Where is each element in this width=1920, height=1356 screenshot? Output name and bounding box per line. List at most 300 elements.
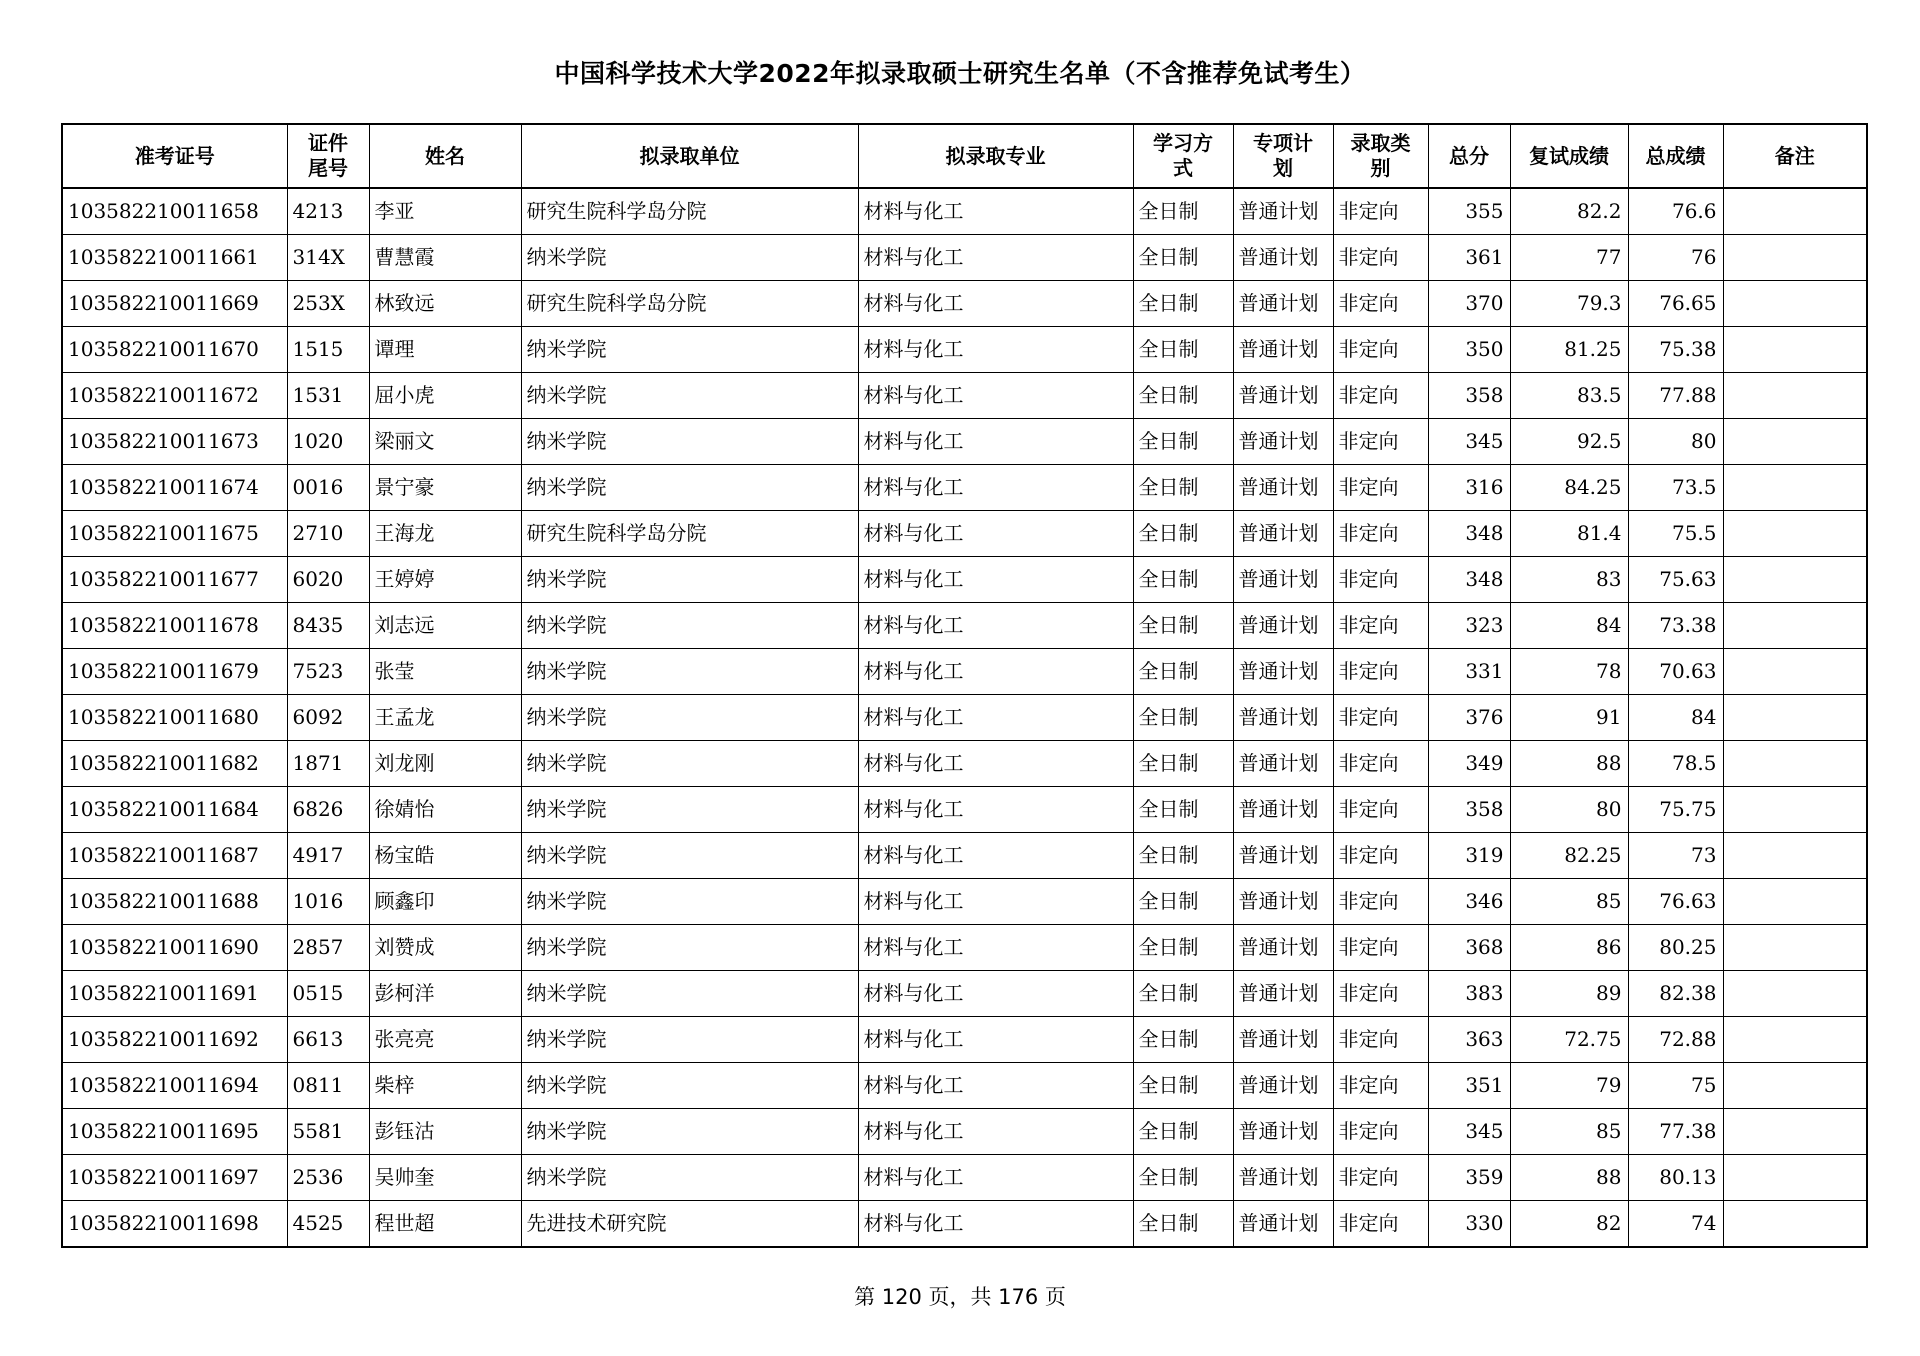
cell-name: 林致远: [369, 281, 521, 327]
cell-major: 材料与化工: [858, 188, 1133, 235]
cell-name: 李亚: [369, 188, 521, 235]
cell-total: 376: [1428, 695, 1510, 741]
table-row: [62, 741, 1867, 787]
cell-name: 梁丽文: [369, 419, 521, 465]
cell-name: 柴梓: [369, 1063, 521, 1109]
cell-final: 76.65: [1628, 281, 1723, 327]
cell-study-mode: 全日制: [1133, 649, 1233, 695]
cell-plan: 普通计划: [1233, 1063, 1333, 1109]
cell-id-tail: 1020: [287, 419, 369, 465]
cell-remark: [1723, 419, 1867, 465]
cell-id-tail: 6092: [287, 695, 369, 741]
cell-study-mode: 全日制: [1133, 695, 1233, 741]
cell-plan: 普通计划: [1233, 373, 1333, 419]
cell-study-mode: 全日制: [1133, 1017, 1233, 1063]
cell-exam-no: 103582210011670: [62, 327, 287, 373]
cell-total: 345: [1428, 419, 1510, 465]
admission-table: [61, 123, 1868, 1248]
cell-plan: 普通计划: [1233, 695, 1333, 741]
cell-remark: [1723, 787, 1867, 833]
cell-retest: 88: [1510, 1155, 1628, 1201]
table-row: [62, 1155, 1867, 1201]
cell-final: 72.88: [1628, 1017, 1723, 1063]
cell-remark: [1723, 833, 1867, 879]
cell-remark: [1723, 1109, 1867, 1155]
cell-id-tail: 5581: [287, 1109, 369, 1155]
cell-study-mode: 全日制: [1133, 327, 1233, 373]
cell-exam-no: 103582210011677: [62, 557, 287, 603]
cell-exam-no: 103582210011684: [62, 787, 287, 833]
cell-remark: [1723, 649, 1867, 695]
cell-study-mode: 全日制: [1133, 465, 1233, 511]
cell-total: 330: [1428, 1201, 1510, 1248]
column-header-id-tail: 证件尾号: [287, 124, 369, 188]
cell-category: 非定向: [1333, 695, 1428, 741]
cell-study-mode: 全日制: [1133, 787, 1233, 833]
cell-final: 75.75: [1628, 787, 1723, 833]
cell-plan: 普通计划: [1233, 787, 1333, 833]
cell-exam-no: 103582210011658: [62, 188, 287, 235]
cell-unit: 纳米学院: [521, 235, 858, 281]
cell-category: 非定向: [1333, 649, 1428, 695]
cell-category: 非定向: [1333, 971, 1428, 1017]
cell-remark: [1723, 465, 1867, 511]
cell-study-mode: 全日制: [1133, 557, 1233, 603]
page-footer: 第 120 页，共 176 页: [854, 1285, 1066, 1309]
cell-name: 彭钰沽: [369, 1109, 521, 1155]
cell-major: 材料与化工: [858, 557, 1133, 603]
cell-final: 70.63: [1628, 649, 1723, 695]
cell-major: 材料与化工: [858, 511, 1133, 557]
cell-study-mode: 全日制: [1133, 235, 1233, 281]
cell-retest: 72.75: [1510, 1017, 1628, 1063]
cell-name: 徐婧怡: [369, 787, 521, 833]
cell-remark: [1723, 281, 1867, 327]
cell-total: 370: [1428, 281, 1510, 327]
cell-major: 材料与化工: [858, 695, 1133, 741]
table-row: [62, 787, 1867, 833]
cell-total: 363: [1428, 1017, 1510, 1063]
cell-exam-no: 103582210011688: [62, 879, 287, 925]
column-header-major: 拟录取专业: [858, 124, 1133, 188]
cell-exam-no: 103582210011682: [62, 741, 287, 787]
cell-study-mode: 全日制: [1133, 1063, 1233, 1109]
cell-name: 屈小虎: [369, 373, 521, 419]
cell-major: 材料与化工: [858, 1201, 1133, 1248]
cell-category: 非定向: [1333, 557, 1428, 603]
cell-total: 345: [1428, 1109, 1510, 1155]
cell-id-tail: 6613: [287, 1017, 369, 1063]
cell-unit: 纳米学院: [521, 649, 858, 695]
cell-name: 刘志远: [369, 603, 521, 649]
cell-major: 材料与化工: [858, 649, 1133, 695]
cell-final: 76.63: [1628, 879, 1723, 925]
cell-id-tail: 2536: [287, 1155, 369, 1201]
cell-remark: [1723, 511, 1867, 557]
cell-category: 非定向: [1333, 465, 1428, 511]
cell-total: 349: [1428, 741, 1510, 787]
cell-exam-no: 103582210011669: [62, 281, 287, 327]
cell-major: 材料与化工: [858, 1063, 1133, 1109]
cell-plan: 普通计划: [1233, 1201, 1333, 1248]
cell-id-tail: 7523: [287, 649, 369, 695]
cell-major: 材料与化工: [858, 603, 1133, 649]
cell-id-tail: 0515: [287, 971, 369, 1017]
cell-total: 358: [1428, 373, 1510, 419]
cell-final: 76: [1628, 235, 1723, 281]
cell-plan: 普通计划: [1233, 971, 1333, 1017]
cell-final: 75: [1628, 1063, 1723, 1109]
cell-unit: 研究生院科学岛分院: [521, 511, 858, 557]
cell-category: 非定向: [1333, 1109, 1428, 1155]
cell-category: 非定向: [1333, 419, 1428, 465]
table-row: [62, 833, 1867, 879]
cell-exam-no: 103582210011697: [62, 1155, 287, 1201]
cell-total: 348: [1428, 557, 1510, 603]
cell-major: 材料与化工: [858, 281, 1133, 327]
cell-unit: 纳米学院: [521, 1109, 858, 1155]
table-row: [62, 879, 1867, 925]
cell-study-mode: 全日制: [1133, 419, 1233, 465]
cell-unit: 纳米学院: [521, 327, 858, 373]
cell-major: 材料与化工: [858, 971, 1133, 1017]
cell-study-mode: 全日制: [1133, 879, 1233, 925]
cell-exam-no: 103582210011694: [62, 1063, 287, 1109]
cell-unit: 纳米学院: [521, 1155, 858, 1201]
table-row: [62, 327, 1867, 373]
cell-retest: 82: [1510, 1201, 1628, 1248]
cell-id-tail: 0016: [287, 465, 369, 511]
cell-remark: [1723, 327, 1867, 373]
cell-final: 77.88: [1628, 373, 1723, 419]
cell-retest: 80: [1510, 787, 1628, 833]
cell-final: 75.38: [1628, 327, 1723, 373]
cell-exam-no: 103582210011691: [62, 971, 287, 1017]
cell-total: 351: [1428, 1063, 1510, 1109]
cell-retest: 83: [1510, 557, 1628, 603]
cell-category: 非定向: [1333, 1017, 1428, 1063]
cell-remark: [1723, 879, 1867, 925]
cell-final: 84: [1628, 695, 1723, 741]
cell-unit: 纳米学院: [521, 787, 858, 833]
cell-category: 非定向: [1333, 281, 1428, 327]
table-row: [62, 695, 1867, 741]
cell-retest: 85: [1510, 879, 1628, 925]
cell-retest: 85: [1510, 1109, 1628, 1155]
cell-remark: [1723, 1017, 1867, 1063]
cell-retest: 77: [1510, 235, 1628, 281]
cell-unit: 纳米学院: [521, 419, 858, 465]
table-row: [62, 511, 1867, 557]
cell-category: 非定向: [1333, 741, 1428, 787]
table-row: [62, 1109, 1867, 1155]
cell-id-tail: 253X: [287, 281, 369, 327]
table-row: [62, 419, 1867, 465]
cell-final: 75.5: [1628, 511, 1723, 557]
cell-unit: 纳米学院: [521, 879, 858, 925]
cell-name: 顾鑫印: [369, 879, 521, 925]
cell-id-tail: 1871: [287, 741, 369, 787]
cell-major: 材料与化工: [858, 1155, 1133, 1201]
table-body: [62, 188, 1867, 1247]
cell-name: 曹慧霞: [369, 235, 521, 281]
column-header-exam-no: 准考证号: [62, 124, 287, 188]
cell-exam-no: 103582210011661: [62, 235, 287, 281]
cell-exam-no: 103582210011692: [62, 1017, 287, 1063]
table-row: [62, 1201, 1867, 1248]
cell-unit: 纳米学院: [521, 741, 858, 787]
cell-unit: 纳米学院: [521, 557, 858, 603]
cell-remark: [1723, 373, 1867, 419]
cell-id-tail: 1531: [287, 373, 369, 419]
cell-retest: 84: [1510, 603, 1628, 649]
cell-retest: 91: [1510, 695, 1628, 741]
cell-plan: 普通计划: [1233, 925, 1333, 971]
column-header-plan: 专项计划: [1233, 124, 1333, 188]
cell-name: 王婷婷: [369, 557, 521, 603]
table-row: [62, 925, 1867, 971]
cell-study-mode: 全日制: [1133, 833, 1233, 879]
cell-study-mode: 全日制: [1133, 741, 1233, 787]
cell-remark: [1723, 1155, 1867, 1201]
cell-study-mode: 全日制: [1133, 1109, 1233, 1155]
cell-name: 张莹: [369, 649, 521, 695]
cell-plan: 普通计划: [1233, 603, 1333, 649]
page-title: 中国科学技术大学2022年拟录取硕士研究生名单（不含推荐免试考生）: [554, 59, 1366, 88]
cell-study-mode: 全日制: [1133, 511, 1233, 557]
cell-category: 非定向: [1333, 787, 1428, 833]
cell-unit: 纳米学院: [521, 695, 858, 741]
cell-total: 355: [1428, 188, 1510, 235]
cell-major: 材料与化工: [858, 833, 1133, 879]
cell-category: 非定向: [1333, 1063, 1428, 1109]
cell-final: 76.6: [1628, 188, 1723, 235]
cell-study-mode: 全日制: [1133, 971, 1233, 1017]
cell-retest: 92.5: [1510, 419, 1628, 465]
cell-category: 非定向: [1333, 1201, 1428, 1248]
cell-total: 358: [1428, 787, 1510, 833]
column-header-unit: 拟录取单位: [521, 124, 858, 188]
cell-major: 材料与化工: [858, 373, 1133, 419]
table-row: [62, 557, 1867, 603]
cell-unit: 纳米学院: [521, 1017, 858, 1063]
cell-major: 材料与化工: [858, 1109, 1133, 1155]
cell-remark: [1723, 741, 1867, 787]
cell-category: 非定向: [1333, 879, 1428, 925]
cell-plan: 普通计划: [1233, 879, 1333, 925]
cell-name: 彭柯洋: [369, 971, 521, 1017]
cell-major: 材料与化工: [858, 879, 1133, 925]
cell-id-tail: 314X: [287, 235, 369, 281]
cell-exam-no: 103582210011679: [62, 649, 287, 695]
cell-total: 346: [1428, 879, 1510, 925]
cell-plan: 普通计划: [1233, 1017, 1333, 1063]
table-row: [62, 373, 1867, 419]
table-row: [62, 971, 1867, 1017]
cell-plan: 普通计划: [1233, 649, 1333, 695]
cell-major: 材料与化工: [858, 419, 1133, 465]
table-row: [62, 1017, 1867, 1063]
cell-name: 杨宝皓: [369, 833, 521, 879]
cell-plan: 普通计划: [1233, 741, 1333, 787]
cell-id-tail: 4525: [287, 1201, 369, 1248]
cell-unit: 纳米学院: [521, 833, 858, 879]
cell-final: 75.63: [1628, 557, 1723, 603]
cell-final: 73.5: [1628, 465, 1723, 511]
cell-id-tail: 0811: [287, 1063, 369, 1109]
cell-major: 材料与化工: [858, 327, 1133, 373]
cell-major: 材料与化工: [858, 235, 1133, 281]
cell-id-tail: 1016: [287, 879, 369, 925]
cell-plan: 普通计划: [1233, 1155, 1333, 1201]
cell-unit: 先进技术研究院: [521, 1201, 858, 1248]
cell-retest: 82.25: [1510, 833, 1628, 879]
cell-total: 331: [1428, 649, 1510, 695]
cell-retest: 81.4: [1510, 511, 1628, 557]
cell-total: 323: [1428, 603, 1510, 649]
cell-exam-no: 103582210011687: [62, 833, 287, 879]
cell-study-mode: 全日制: [1133, 373, 1233, 419]
cell-plan: 普通计划: [1233, 235, 1333, 281]
cell-plan: 普通计划: [1233, 327, 1333, 373]
cell-unit: 研究生院科学岛分院: [521, 281, 858, 327]
cell-study-mode: 全日制: [1133, 1155, 1233, 1201]
cell-final: 80: [1628, 419, 1723, 465]
cell-exam-no: 103582210011680: [62, 695, 287, 741]
cell-retest: 84.25: [1510, 465, 1628, 511]
cell-category: 非定向: [1333, 925, 1428, 971]
cell-exam-no: 103582210011675: [62, 511, 287, 557]
cell-major: 材料与化工: [858, 787, 1133, 833]
cell-major: 材料与化工: [858, 925, 1133, 971]
cell-study-mode: 全日制: [1133, 281, 1233, 327]
column-header-total: 总分: [1428, 124, 1510, 188]
cell-major: 材料与化工: [858, 1017, 1133, 1063]
table-row: [62, 281, 1867, 327]
cell-name: 刘龙刚: [369, 741, 521, 787]
table-row: [62, 188, 1867, 235]
cell-unit: 纳米学院: [521, 1063, 858, 1109]
cell-total: 350: [1428, 327, 1510, 373]
cell-name: 景宁豪: [369, 465, 521, 511]
column-header-study-mode: 学习方式: [1133, 124, 1233, 188]
cell-final: 77.38: [1628, 1109, 1723, 1155]
cell-total: 368: [1428, 925, 1510, 971]
cell-unit: 研究生院科学岛分院: [521, 188, 858, 235]
cell-plan: 普通计划: [1233, 511, 1333, 557]
cell-unit: 纳米学院: [521, 465, 858, 511]
cell-major: 材料与化工: [858, 465, 1133, 511]
cell-remark: [1723, 971, 1867, 1017]
header-row: [62, 124, 1867, 188]
cell-retest: 82.2: [1510, 188, 1628, 235]
cell-remark: [1723, 1063, 1867, 1109]
table-header: [62, 124, 1867, 188]
cell-retest: 89: [1510, 971, 1628, 1017]
cell-id-tail: 2857: [287, 925, 369, 971]
cell-retest: 81.25: [1510, 327, 1628, 373]
cell-category: 非定向: [1333, 373, 1428, 419]
cell-remark: [1723, 695, 1867, 741]
table-row: [62, 603, 1867, 649]
cell-unit: 纳米学院: [521, 603, 858, 649]
cell-total: 348: [1428, 511, 1510, 557]
cell-name: 程世超: [369, 1201, 521, 1248]
cell-remark: [1723, 235, 1867, 281]
cell-retest: 78: [1510, 649, 1628, 695]
cell-study-mode: 全日制: [1133, 603, 1233, 649]
cell-total: 316: [1428, 465, 1510, 511]
cell-name: 张亮亮: [369, 1017, 521, 1063]
cell-name: 王孟龙: [369, 695, 521, 741]
cell-total: 361: [1428, 235, 1510, 281]
cell-exam-no: 103582210011695: [62, 1109, 287, 1155]
cell-major: 材料与化工: [858, 741, 1133, 787]
column-header-retest: 复试成绩: [1510, 124, 1628, 188]
cell-id-tail: 6020: [287, 557, 369, 603]
cell-retest: 79.3: [1510, 281, 1628, 327]
cell-study-mode: 全日制: [1133, 1201, 1233, 1248]
table-row: [62, 649, 1867, 695]
cell-plan: 普通计划: [1233, 465, 1333, 511]
cell-final: 82.38: [1628, 971, 1723, 1017]
cell-unit: 纳米学院: [521, 925, 858, 971]
cell-final: 73: [1628, 833, 1723, 879]
cell-id-tail: 4213: [287, 188, 369, 235]
cell-study-mode: 全日制: [1133, 188, 1233, 235]
table-row: [62, 235, 1867, 281]
cell-total: 383: [1428, 971, 1510, 1017]
cell-exam-no: 103582210011674: [62, 465, 287, 511]
cell-final: 74: [1628, 1201, 1723, 1248]
cell-id-tail: 4917: [287, 833, 369, 879]
column-header-category: 录取类别: [1333, 124, 1428, 188]
cell-category: 非定向: [1333, 603, 1428, 649]
cell-exam-no: 103582210011672: [62, 373, 287, 419]
cell-final: 73.38: [1628, 603, 1723, 649]
cell-category: 非定向: [1333, 327, 1428, 373]
cell-remark: [1723, 603, 1867, 649]
cell-id-tail: 1515: [287, 327, 369, 373]
cell-plan: 普通计划: [1233, 833, 1333, 879]
cell-category: 非定向: [1333, 1155, 1428, 1201]
cell-exam-no: 103582210011673: [62, 419, 287, 465]
cell-category: 非定向: [1333, 511, 1428, 557]
table-row: [62, 1063, 1867, 1109]
cell-total: 359: [1428, 1155, 1510, 1201]
cell-name: 王海龙: [369, 511, 521, 557]
cell-category: 非定向: [1333, 833, 1428, 879]
cell-remark: [1723, 1201, 1867, 1248]
cell-plan: 普通计划: [1233, 419, 1333, 465]
cell-unit: 纳米学院: [521, 971, 858, 1017]
cell-retest: 79: [1510, 1063, 1628, 1109]
cell-final: 80.25: [1628, 925, 1723, 971]
cell-final: 78.5: [1628, 741, 1723, 787]
cell-plan: 普通计划: [1233, 557, 1333, 603]
cell-id-tail: 2710: [287, 511, 369, 557]
table-row: [62, 465, 1867, 511]
cell-retest: 83.5: [1510, 373, 1628, 419]
cell-plan: 普通计划: [1233, 188, 1333, 235]
cell-plan: 普通计划: [1233, 1109, 1333, 1155]
cell-remark: [1723, 557, 1867, 603]
cell-retest: 88: [1510, 741, 1628, 787]
cell-plan: 普通计划: [1233, 281, 1333, 327]
column-header-final: 总成绩: [1628, 124, 1723, 188]
cell-name: 谭理: [369, 327, 521, 373]
cell-study-mode: 全日制: [1133, 925, 1233, 971]
